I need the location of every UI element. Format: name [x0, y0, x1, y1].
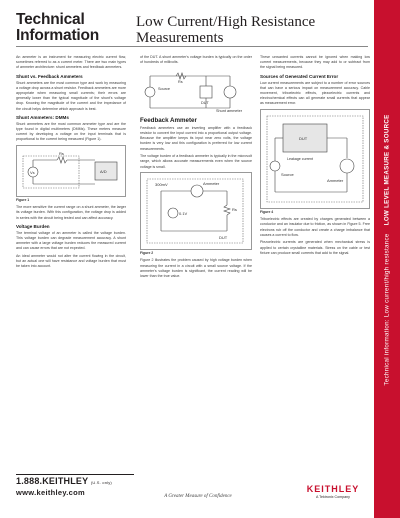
figure-2-caption: Figure 2	[140, 251, 154, 256]
title-divider	[16, 46, 368, 47]
doc-type-heading	[16, 12, 134, 44]
section-heading: Sources of Generated Current Error	[260, 73, 339, 79]
paragraph: The more sensitive the current range on a shunt ammeter, the larger its voltage burden. With this configuration, the voltage drop is added in series with the circuit being tested and can affect accuracy.	[16, 205, 126, 220]
figure-top	[140, 68, 252, 114]
meter-label: Shunt ammeter	[216, 108, 242, 113]
figure-top-diagram	[140, 68, 252, 114]
column-3	[260, 55, 370, 455]
logo-wordmark: KEITHLEY	[306, 484, 360, 494]
meter-label: A/D	[100, 169, 107, 175]
paragraph: Piezoelectric currents are generated when mechanical stress is applied to certain crystalline materials. Stress on the cable or test fixture can produce small currents that add to the signal.	[260, 240, 370, 255]
paragraph: Figure 2 illustrates the problem caused by high voltage burden when measuring the current in a circuit with a small source voltage. If the ammeter's voltage burden is significant, the current reading will be lower than the true value.	[140, 258, 252, 279]
footer-divider	[16, 474, 134, 475]
resistor-label: Rs	[178, 79, 183, 84]
paragraph: Shunt ammeters are the most common ammeter type and are the type found in digital multimeters (DMMs). These meters measure current by developing a voltage on the input terminals that is proportional to the current being measured (Figure 1).	[16, 121, 126, 142]
paragraph: Triboelectric effects are created by charges generated between a conductor and an insulator due to friction, as shown in Figure 5. Free electrons rub off the conductor and create a charge imbalance that causes a current to flow.	[260, 217, 370, 237]
paragraph: These unwanted currents cannot be ignored when making low current measurements, because they may add to or subtract from the signal being measured.	[260, 55, 370, 70]
doc-type-label: Technical Information	[16, 11, 100, 44]
side-band-prefix: Technical information:	[383, 317, 391, 386]
section-heading: Voltage Burden	[16, 223, 50, 229]
figure-4	[260, 109, 370, 209]
logo-subtitle: A Tektronix Company	[316, 495, 350, 499]
page-title: Low Current/High Resistance Measurements	[136, 14, 316, 46]
resistor-label: Rs	[59, 151, 64, 157]
intro-paragraph: An ammeter is an instrument for measuring electric current flow, sometimes referred to as a current meter. There are two main types of ammeter architecture: shunt ammeters and feedback ammeters.	[16, 55, 126, 70]
source-label: Vs	[30, 170, 35, 176]
ammeter-label: Ammeter	[203, 181, 220, 187]
figure-4-diagram	[261, 110, 369, 208]
side-band-topic: Low current/high resistance	[383, 233, 391, 318]
figure-1-caption: Figure 1	[16, 198, 30, 203]
section-heading: Shunt vs. Feedback Ammeters	[16, 73, 83, 79]
paragraph: Low current measurements are subject to a number of error sources that can have a serious impact on measurement accuracy. Cable movement, triboelectric effects, piezoelectric currents and electrochemical effects can all generate small currents that appear as measurement error.	[260, 80, 370, 106]
phone-note: (U.S. only)	[90, 480, 112, 485]
side-band-section: LOW LEVEL MEASURE & SOURCE	[383, 114, 391, 226]
section-heading: Feedback Ammeter	[140, 116, 197, 124]
figure-1-diagram	[17, 146, 125, 196]
dut-label: DUT	[299, 136, 308, 142]
column-1	[16, 55, 126, 455]
meter-label: Ammeter	[327, 178, 344, 184]
source-voltage-label: 0.1V	[179, 211, 188, 217]
figure-2-diagram	[141, 173, 251, 249]
tagline: A Greater Measure of Confidence	[164, 494, 232, 499]
leakage-label: Leakage current	[287, 157, 313, 162]
voltage-label: 300mV	[155, 182, 168, 188]
dut-label: DUT	[201, 100, 209, 105]
figure-4-caption: Figure 4	[260, 210, 274, 215]
paragraph: Shunt ammeters are the most common type and work by measuring a voltage drop across a shunt resistor. Feedback ammeters are more appropriate when measuring small currents; their errors are generally lower than the typical magnitude of the shunt's voltage drop. Knowing the magnitude of the current and the impedance of the circuit helps determine which approach is best.	[16, 80, 126, 111]
phone-number-text: 1.888.KEITHLEY	[16, 476, 89, 486]
paragraph: of the DUT. A shunt ammeter's voltage burden is typically on the order of hundreds of millivolts.	[140, 55, 252, 65]
figure-2	[140, 172, 252, 250]
side-band-text	[384, 114, 391, 385]
paragraph: The voltage burden of a feedback ammeter is typically in the microvolt range, which allows accurate measurements even when the source voltage is small.	[140, 154, 252, 169]
paragraph: The terminal voltage of an ammeter is called the voltage burden. This voltage burden can degrade measurement accuracy. A shunt ammeter with a large voltage burden reduces the measured current and can cause errors that are not expected.	[16, 230, 126, 251]
figure-1	[16, 145, 126, 197]
dut-label: DUT	[219, 235, 228, 241]
keithley-logo	[298, 484, 368, 506]
contact-block	[16, 476, 134, 497]
phone-number	[16, 476, 134, 488]
column-2	[140, 55, 252, 465]
section-heading: Shunt Ammeters: DMMs	[16, 114, 69, 120]
paragraph: Feedback ammeters use an inverting amplifier with a feedback resistor to convert the input current into a proportional output voltage. Because the amplifier keeps its input near zero volts, the voltage burden is very low and this configuration is preferred for low current measurements.	[140, 125, 252, 151]
source-label: Source	[158, 86, 171, 91]
source-label: Source	[281, 172, 294, 178]
website-link[interactable]: www.keithley.com	[16, 488, 85, 497]
resistor-label: Rs	[232, 207, 237, 213]
paragraph: An ideal ammeter would not alter the current flowing in the circuit, but an actual one will have resistance and voltage burden that must be taken into account.	[16, 254, 126, 269]
